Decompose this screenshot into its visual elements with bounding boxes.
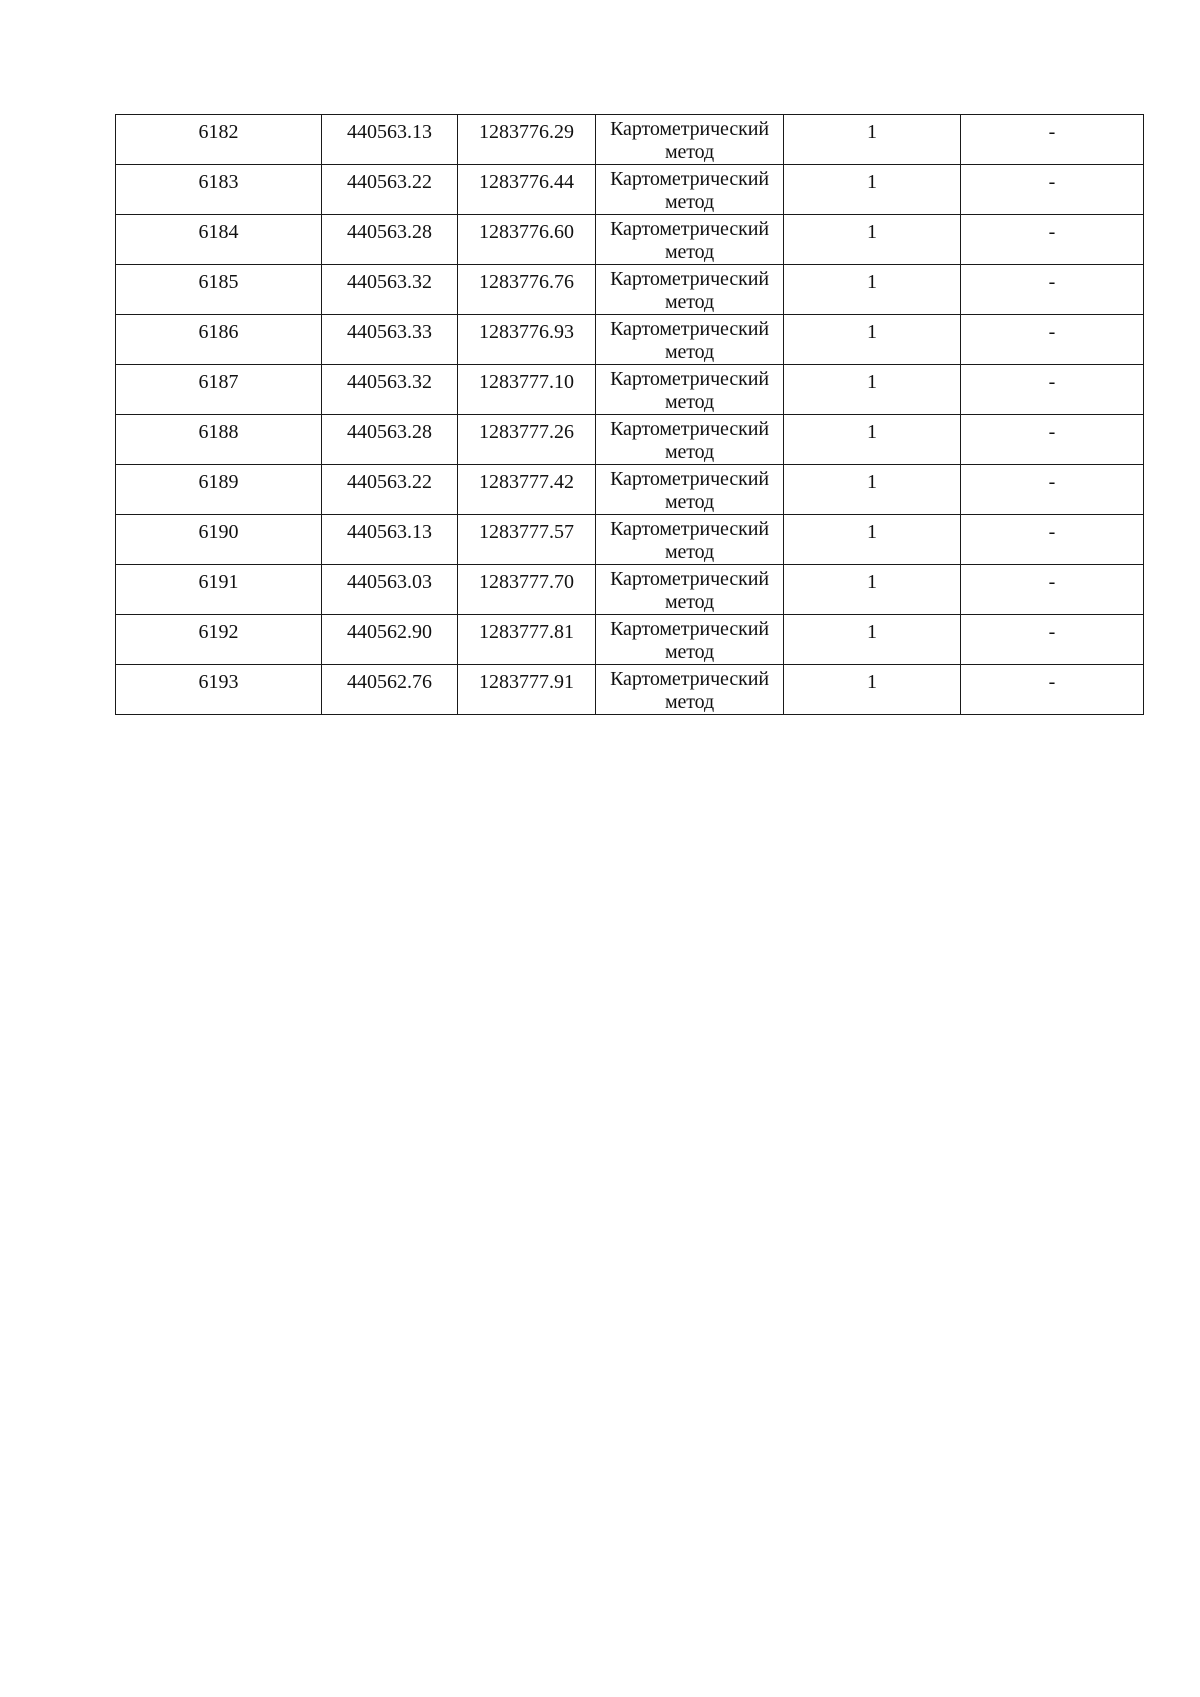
accuracy-cell: 1 <box>784 215 961 265</box>
y-coordinate-cell: 1283777.91 <box>458 665 596 715</box>
point-id-cell: 6186 <box>116 315 322 365</box>
y-coordinate-cell: 1283776.29 <box>458 115 596 165</box>
table-row <box>116 415 1144 465</box>
note-cell: - <box>961 565 1144 615</box>
note-cell: - <box>961 665 1144 715</box>
point-id-cell: 6184 <box>116 215 322 265</box>
accuracy-cell: 1 <box>784 465 961 515</box>
point-id-cell: 6190 <box>116 515 322 565</box>
accuracy-cell: 1 <box>784 415 961 465</box>
x-coordinate-cell: 440562.76 <box>322 665 458 715</box>
accuracy-cell: 1 <box>784 115 961 165</box>
y-coordinate-cell: 1283776.76 <box>458 265 596 315</box>
coordinates-table-body <box>116 115 1144 715</box>
point-id-cell: 6187 <box>116 365 322 415</box>
x-coordinate-cell: 440563.28 <box>322 215 458 265</box>
table-row <box>116 115 1144 165</box>
table-row <box>116 665 1144 715</box>
note-cell: - <box>961 415 1144 465</box>
method-cell: Картометрический метод <box>596 415 784 465</box>
accuracy-cell: 1 <box>784 165 961 215</box>
method-cell: Картометрический метод <box>596 365 784 415</box>
method-cell: Картометрический метод <box>596 465 784 515</box>
point-id-cell: 6188 <box>116 415 322 465</box>
x-coordinate-cell: 440563.13 <box>322 515 458 565</box>
accuracy-cell: 1 <box>784 615 961 665</box>
x-coordinate-cell: 440563.13 <box>322 115 458 165</box>
accuracy-cell: 1 <box>784 365 961 415</box>
x-coordinate-cell: 440563.33 <box>322 315 458 365</box>
note-cell: - <box>961 265 1144 315</box>
note-cell: - <box>961 165 1144 215</box>
y-coordinate-cell: 1283776.60 <box>458 215 596 265</box>
method-cell: Картометрический метод <box>596 115 784 165</box>
point-id-cell: 6191 <box>116 565 322 615</box>
x-coordinate-cell: 440563.03 <box>322 565 458 615</box>
x-coordinate-cell: 440563.32 <box>322 365 458 415</box>
table-row <box>116 465 1144 515</box>
y-coordinate-cell: 1283777.42 <box>458 465 596 515</box>
note-cell: - <box>961 515 1144 565</box>
method-cell: Картометрический метод <box>596 565 784 615</box>
y-coordinate-cell: 1283777.26 <box>458 415 596 465</box>
table-row <box>116 515 1144 565</box>
method-cell: Картометрический метод <box>596 515 784 565</box>
accuracy-cell: 1 <box>784 315 961 365</box>
note-cell: - <box>961 365 1144 415</box>
accuracy-cell: 1 <box>784 515 961 565</box>
point-id-cell: 6189 <box>116 465 322 515</box>
table-row <box>116 315 1144 365</box>
accuracy-cell: 1 <box>784 665 961 715</box>
x-coordinate-cell: 440563.22 <box>322 165 458 215</box>
y-coordinate-cell: 1283777.70 <box>458 565 596 615</box>
note-cell: - <box>961 465 1144 515</box>
point-id-cell: 6193 <box>116 665 322 715</box>
method-cell: Картометрический метод <box>596 165 784 215</box>
note-cell: - <box>961 115 1144 165</box>
point-id-cell: 6183 <box>116 165 322 215</box>
x-coordinate-cell: 440563.32 <box>322 265 458 315</box>
y-coordinate-cell: 1283776.44 <box>458 165 596 215</box>
table-row <box>116 165 1144 215</box>
accuracy-cell: 1 <box>784 565 961 615</box>
method-cell: Картометрический метод <box>596 315 784 365</box>
table-row <box>116 265 1144 315</box>
accuracy-cell: 1 <box>784 265 961 315</box>
table-row <box>116 565 1144 615</box>
method-cell: Картометрический метод <box>596 265 784 315</box>
y-coordinate-cell: 1283776.93 <box>458 315 596 365</box>
coordinates-table <box>115 114 1144 715</box>
table-row <box>116 215 1144 265</box>
x-coordinate-cell: 440563.28 <box>322 415 458 465</box>
method-cell: Картометрический метод <box>596 665 784 715</box>
x-coordinate-cell: 440563.22 <box>322 465 458 515</box>
y-coordinate-cell: 1283777.81 <box>458 615 596 665</box>
x-coordinate-cell: 440562.90 <box>322 615 458 665</box>
table-row <box>116 365 1144 415</box>
point-id-cell: 6185 <box>116 265 322 315</box>
point-id-cell: 6192 <box>116 615 322 665</box>
table-row <box>116 615 1144 665</box>
note-cell: - <box>961 615 1144 665</box>
y-coordinate-cell: 1283777.57 <box>458 515 596 565</box>
y-coordinate-cell: 1283777.10 <box>458 365 596 415</box>
method-cell: Картометрический метод <box>596 215 784 265</box>
method-cell: Картометрический метод <box>596 615 784 665</box>
point-id-cell: 6182 <box>116 115 322 165</box>
note-cell: - <box>961 215 1144 265</box>
note-cell: - <box>961 315 1144 365</box>
